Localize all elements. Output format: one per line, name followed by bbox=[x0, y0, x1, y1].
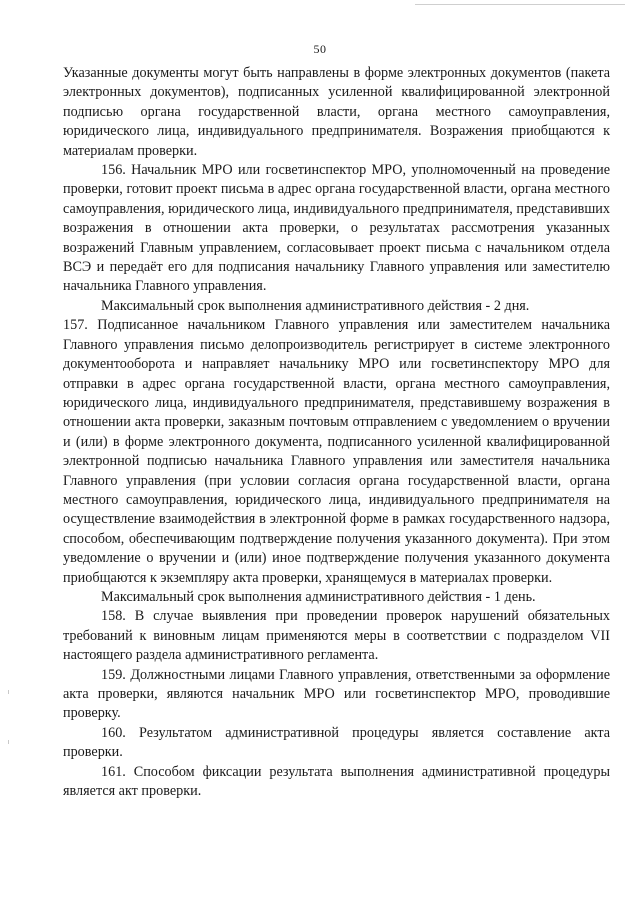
paragraph: Максимальный срок выполнения административного действия - 1 день. bbox=[101, 588, 536, 605]
paragraph: 159. Должностными лицами Главного управления, ответственными за оформление акта проверки, являются начальник МРО или госветинспектор МРО, проводившие проверку. bbox=[63, 666, 610, 722]
scan-edge-mark bbox=[8, 740, 9, 744]
paragraph: 161. Способом фиксации результата выполнения административной процедуры является акт проверки. bbox=[63, 763, 610, 800]
scan-edge-mark bbox=[8, 690, 9, 694]
paragraph: Указанные документы могут быть направлены в форме электронных документов (пакета электронных документов), подписанных усиленной квалифицированной электронной подписью органа государственной власти, органа местного самоуправления, юридического лица, индивидуального предпринимателя. Возражения приобщаются к материалам проверки. bbox=[63, 65, 610, 159]
paragraph: 157. Подписанное начальником Главного управления или заместителем начальника Главного управления письмо делопроизводитель регистрирует в системе электронного документооборота и направляет начальнику МРО или госветинспектору МРО для отправки в адрес органа государственной власти, органа местного самоуправления, юридического лица, индивидуального предпринимателя, представившему возражения в отношении акта проверки, заказным почтовым отправлением с уведомлением о вручении и (или) в форме электронного документа, подписанного усиленной квалифицированной электронной подписью начальника Главного управления или заместителя начальника Главного управления (при условии согласия органа государственной власти, органа местного самоуправления, юридического лица, индивидуального предпринимателя на осуществление взаимодействия в электронной форме в рамках государственного надзора, способом, обеспечивающим подтверждение получения указанного документа). При этом уведомление о вручении и (или) иное подтверждение получения указанного документа приобщаются к экземпляру акта проверки, хранящемуся в материалах проверки. bbox=[63, 317, 610, 586]
page-number: 50 bbox=[313, 42, 327, 56]
scan-top-rule bbox=[415, 4, 625, 5]
paragraph: Максимальный срок выполнения административного действия - 2 дня. bbox=[101, 297, 530, 314]
paragraph: 158. В случае выявления при проведении проверок нарушений обязательных требований к виновным лицам применяются меры в соответствии с подразделом VII настоящего раздела административного регламента. bbox=[63, 608, 610, 664]
paragraph: 156. Начальник МРО или госветинспектор МРО, уполномоченный на проведение проверки, готовит проект письма в адрес органа государственной власти, органа местного самоуправления, юридического лица, индивидуального предпринимателя, представивших возражения в отношении акта проверки, о результатах рассмотрения указанных возражений Главным управлением, согласовывает проект письма с начальником отдела ВСЭ и передаёт его для подписания начальнику Главного управления или заместителю начальника Главного управления. bbox=[63, 162, 610, 295]
paragraph: 160. Результатом административной процедуры является составление акта проверки. bbox=[63, 724, 610, 761]
document-body bbox=[63, 64, 610, 801]
